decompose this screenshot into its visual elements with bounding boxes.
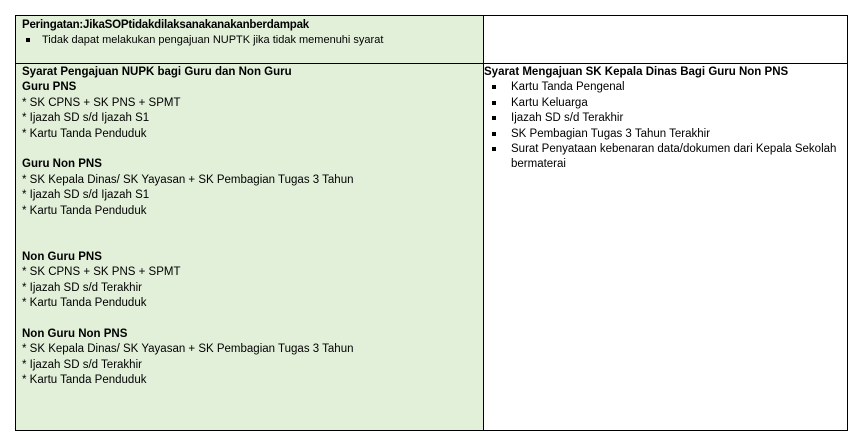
group-title-non-guru-non-pns: Non Guru Non PNS (22, 327, 128, 340)
list-item-text: Kartu Keluarga (511, 96, 588, 109)
list-item-text: Surat Penyataan kebenaran data/dokumen dari Kepala Sekolah (511, 143, 837, 156)
group-item: * Ijazah SD s/d Terakhir (22, 281, 142, 294)
nupk-heading: Syarat Pengajuan NUPK bagi Guru dan Non Guru (22, 66, 292, 78)
warning-cell (16, 16, 484, 64)
list-item-text: Kartu Tanda Pengenal (511, 81, 625, 94)
group-item: * SK CPNS + SK PNS + SPMT (22, 266, 181, 279)
bullet-icon (492, 101, 496, 105)
spacer (22, 219, 477, 250)
group-title-guru-pns: Guru PNS (22, 81, 77, 94)
sk-heading: Syarat Mengajuan SK Kepala Dinas Bagi Guru Non PNS (484, 66, 789, 78)
bullet-icon (492, 85, 496, 89)
empty-cell (484, 16, 847, 64)
group-title-non-guru-pns: Non Guru PNS (22, 250, 102, 263)
list-item (484, 142, 847, 157)
group-item: * Ijazah SD s/d Ijazah S1 (22, 112, 150, 125)
group-item: * Kartu Tanda Penduduk (22, 297, 147, 310)
warning-title: Peringatan:JikaSOPtidakdilaksanakanakanberdampak (22, 19, 309, 31)
group-item: * SK Kepala Dinas/ SK Yayasan + SK Pembagian Tugas 3 Tahun (22, 173, 354, 186)
list-item (484, 127, 847, 142)
requirements-table (15, 15, 848, 431)
sk-requirements-cell (484, 64, 847, 430)
group-item: * Ijazah SD s/d Terakhir (22, 358, 142, 371)
list-item-continuation (484, 157, 847, 172)
group-item: * SK Kepala Dinas/ SK Yayasan + SK Pembagian Tugas 3 Tahun (22, 343, 354, 356)
list-item-text: bermaterai (511, 158, 566, 171)
nupk-requirements-cell (16, 64, 484, 430)
bullet-icon (492, 132, 496, 136)
list-item (484, 80, 847, 95)
group-item: * Kartu Tanda Penduduk (22, 204, 147, 217)
bullet-icon (492, 147, 496, 151)
group-title-guru-non-pns: Guru Non PNS (22, 158, 102, 171)
list-item (484, 96, 847, 111)
list-item-text: Ijazah SD s/d Terakhir (511, 112, 624, 125)
spacer (22, 142, 477, 157)
group-item: * Kartu Tanda Penduduk (22, 374, 147, 387)
group-item: * Kartu Tanda Penduduk (22, 127, 147, 140)
bullet-icon (492, 116, 496, 120)
list-item-text: SK Pembagian Tugas 3 Tahun Terakhir (511, 127, 711, 140)
list-item (484, 111, 847, 126)
group-item: * SK CPNS + SK PNS + SPMT (22, 96, 181, 109)
spacer (22, 311, 477, 326)
group-item: * Ijazah SD s/d Ijazah S1 (22, 189, 150, 202)
warning-bullet (22, 33, 477, 48)
warning-bullet-text: Tidak dapat melakukan pengajuan NUPTK jika tidak memenuhi syarat (42, 34, 384, 47)
